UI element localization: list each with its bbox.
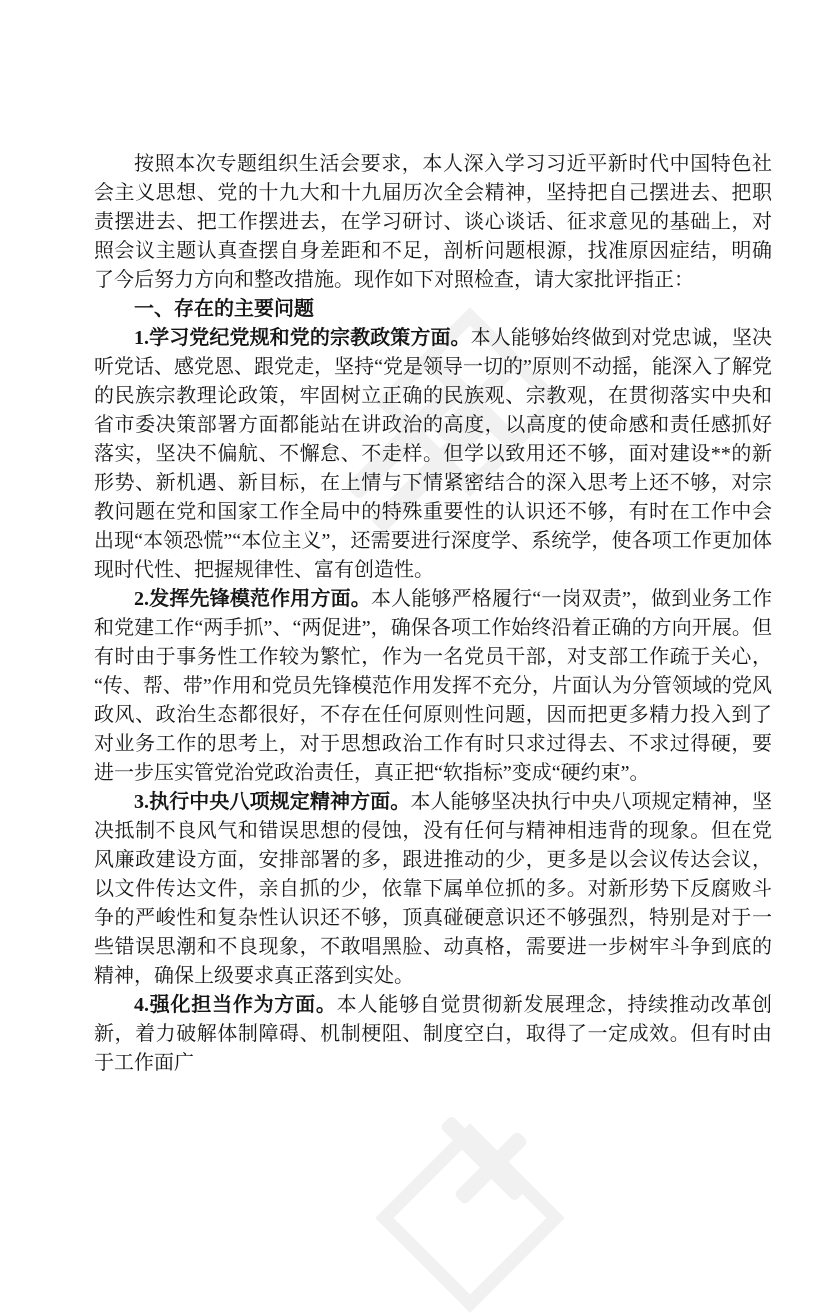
item-paragraph-1 bbox=[94, 324, 772, 585]
item-2-text: 本人能够严格履行“一岗双责”，做到业务工作和党建工作“两手抓”、“两促进”，确保各项工作始终沿着正确的方向开展。但有时由于事务性工作较为繁忙，作为一名党员干部，对支部工作疏于关心，“传、帮、带”作用和党员先锋模范作用发挥不充分，片面认为分管领域的党风政风、政治生态都很好，不存在任何原则性问题，因而把更多精力投入到了对业务工作的思考上，对于思想政治工作有时只求过得去、不求过得硬，要进一步压实管党治党政治责任，真正把“软指标”变成“硬约束”。 bbox=[94, 588, 772, 784]
item-3-lead: 3.执行中央八项规定精神方面。 bbox=[134, 791, 411, 813]
item-2-lead: 2.发挥先锋模范作用方面。 bbox=[134, 588, 371, 610]
document-body bbox=[94, 150, 772, 1078]
item-1-lead: 1.学习党纪党规和党的宗教政策方面。 bbox=[134, 327, 471, 349]
intro-paragraph: 按照本次专题组织生活会要求，本人深入学习习近平新时代中国特色社会主义思想、党的十九大和十九届历次全会精神，坚持把自己摆进去、把职责摆进去、把工作摆进去，在学习研讨、谈心谈话、征求意见的基础上，对照会议主题认真查摆自身差距和不足，剖析问题根源，找准原因症结，明确了今后努力方向和整改措施。现作如下对照检查，请大家批评指正： bbox=[94, 153, 772, 291]
section-heading: 一、存在的主要问题 bbox=[134, 298, 314, 320]
item-4-lead: 4.强化担当作为方面。 bbox=[134, 994, 337, 1016]
item-paragraph-2 bbox=[94, 585, 772, 788]
item-paragraph-4 bbox=[94, 991, 772, 1078]
item-1-text: 本人能够始终做到对党忠诚，坚决听党话、感党恩、跟党走，坚持“党是领导一切的”原则不动摇，能深入了解党的民族宗教理论政策，牢固树立正确的民族观、宗教观，在贯彻落实中央和省市委决策部署方面都能站在讲政治的高度，以高度的使命感和责任感抓好落实，坚决不偏航、不懈怠、不走样。但学以致用还不够，面对建设**的新形势、新机遇、新目标，在上情与下情紧密结合的深入思考上还不够，对宗教问题在党和国家工作全局中的特殊重要性的认识还不够，有时在工作中会出现“本领恐慌”“本位主义”，还需要进行深度学、系统学，使各项工作更加体现时代性、把握规律性、富有创造性。 bbox=[94, 327, 773, 581]
item-paragraph-3 bbox=[94, 788, 772, 991]
item-4-text: 本人能够自觉贯彻新发展理念，持续推动改革创新，着力破解体制障碍、机制梗阻、制度空白，取得了一定成效。但有时由于工作面广 bbox=[94, 994, 773, 1074]
item-3-text: 本人能够坚决执行中央八项规定精神，坚决抵制不良风气和错误思想的侵蚀，没有任何与精神相违背的现象。但在党风廉政建设方面，安排部署的多，跟进推动的少，更多是以会议传达会议，以文件传达文件，亲自抓的少，依靠下属单位抓的多。对新形势下反腐败斗争的严峻性和复杂性认识还不够，顶真碰硬意识还不够强烈，特别是对于一些错误思潮和不良现象，不敢唱黑脸、动真格，需要进一步树牢斗争到底的精神，确保上级要求真正落到实处。 bbox=[94, 791, 773, 987]
